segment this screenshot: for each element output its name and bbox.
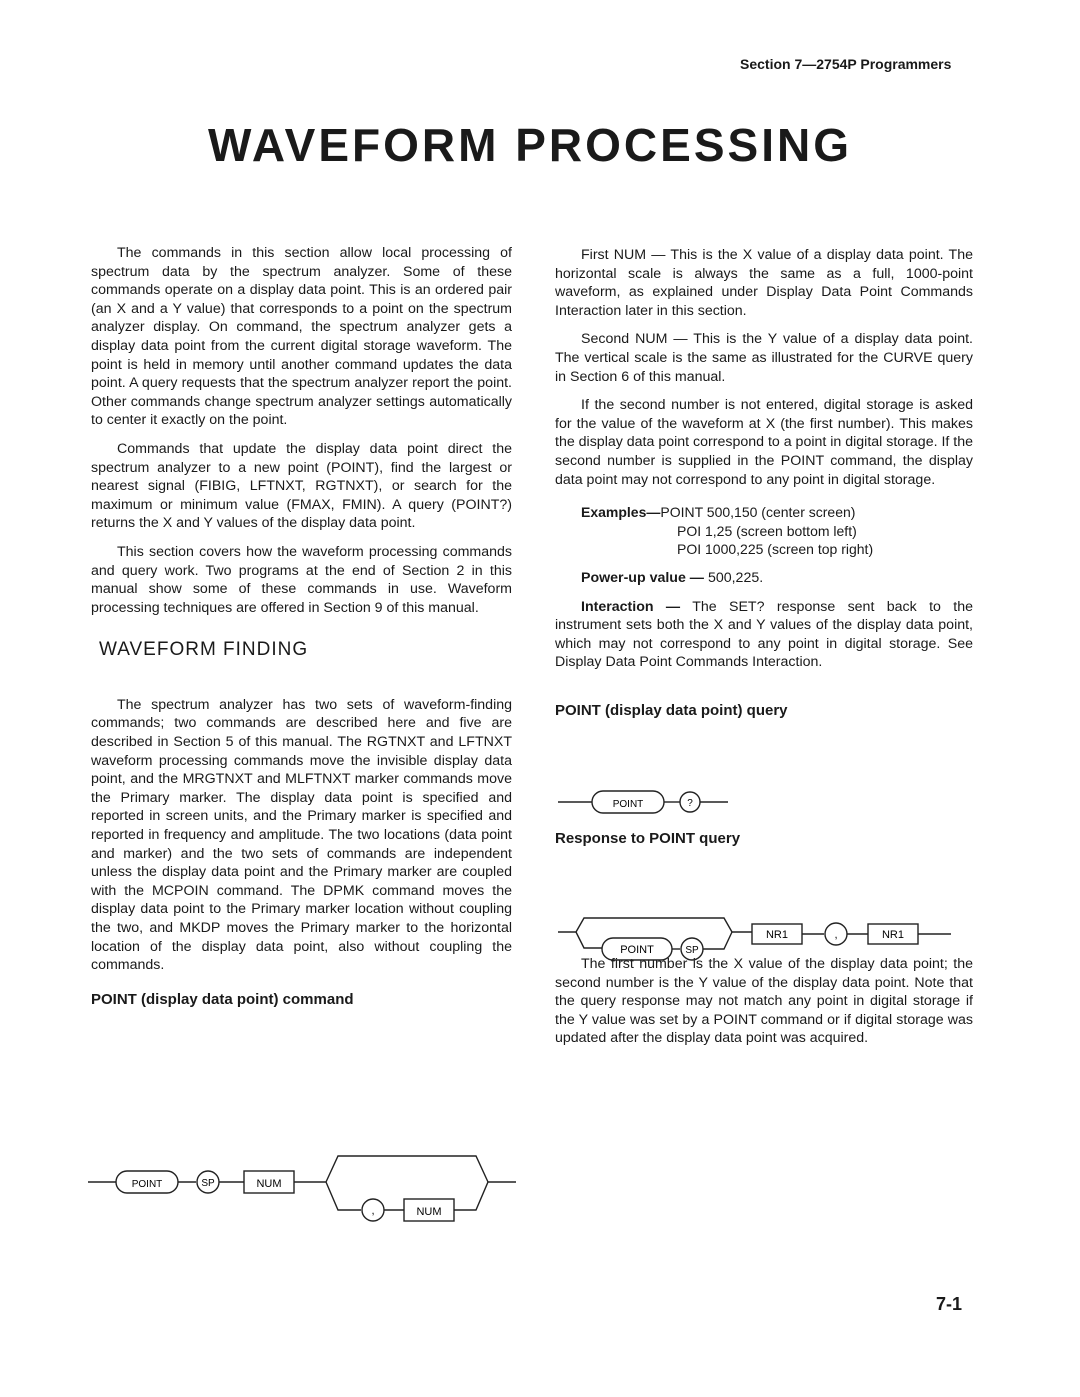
point-command-heading: POINT (display data point) command — [91, 990, 354, 1008]
point-response-syntax-diagram — [556, 910, 966, 980]
response-heading: Response to POINT query — [555, 830, 741, 848]
update-commands-paragraph: Commands that update the display data point direct the spectrum analyzer to a new point (POINT), find the largest or nearest signal (FIBIG, LFTNXT, RGTNXT), or search for the maximum or minimum value (FMAX, FMIN). A query (POINT?) returns the X and Y values of the display data point. — [91, 440, 512, 532]
powerup-line — [581, 569, 973, 588]
coverage-paragraph: This section covers how the waveform processing commands and query work. Two programs at the end of Section 2 in this manual show some of these commands in use. Waveform processing techniques are offered in Section 9 of this manual. — [91, 543, 512, 616]
diagram-sp-keyword: SP — [201, 1178, 215, 1189]
waveform-finding-heading: WAVEFORM FINDING — [99, 639, 309, 661]
interaction-label: Interaction — — [581, 598, 681, 615]
examples-label: Examples— — [581, 504, 661, 521]
diagram-num-box: NUM — [256, 1178, 282, 1190]
examples-block — [581, 503, 973, 559]
page-number: 7-1 — [936, 1294, 963, 1314]
point-query-heading: POINT (display data point) query — [555, 701, 788, 719]
second-number-paragraph: If the second number is not entered, digital storage is asked for the value of the waveform at X (the first number). This makes the display data point correspond to a point in digital storage. If the second number is supplied in the POINT command, the display data point may not correspond to any point in digital storage. — [555, 397, 974, 488]
interaction-paragraph — [555, 598, 973, 672]
diagram-sp-keyword: SP — [685, 945, 699, 956]
diagram-point-keyword: POINT — [612, 799, 644, 810]
interaction-text: The SET? response sent back to the instrument sets both the X and Y values of the display data point, which may not correspond to any point in digital storage. See Display Data Point Commands Interaction. — [555, 598, 973, 671]
point-command-syntax-diagram — [86, 1150, 526, 1230]
example-line: POI 1000,225 (screen top right) — [677, 541, 874, 558]
powerup-value: 500,225. — [707, 569, 764, 586]
page-title: WAVEFORM PROCESSING — [208, 119, 852, 171]
diagram-question-mark: ? — [687, 798, 693, 809]
intro-paragraph: The commands in this section allow local processing of spectrum data by the spectrum analyzer. Some of these commands operate on a display data point. This is an ordered pair (an X and a Y value) that corresponds to a point on the spectrum analyzer display. On command, the spectrum analyzer gets a display data point from the current digital storage waveform. The point is held in memory until another command updates the data point. A query requests that the spectrum analyzer report the point. Other commands change spectrum analyzer settings automatically to center it exactly on the point. — [91, 245, 512, 429]
second-num-paragraph: Second NUM — This is the Y value of a display data point. The vertical scale is the same as illustrated for the CURVE query in Section 6 of this manual. — [555, 331, 973, 385]
diagram-point-keyword: POINT — [620, 944, 654, 956]
diagram-comma: , — [834, 929, 838, 941]
example-line: POI 1,25 (screen bottom left) — [677, 522, 857, 539]
point-query-syntax-diagram — [556, 786, 756, 830]
diagram-nr1-box: NR1 — [765, 929, 789, 941]
diagram-point-keyword: POINT — [131, 1179, 163, 1190]
first-num-paragraph: First NUM — This is the X value of a display data point. The horizontal scale is always the same as a full, 1000-point waveform, as explained under Display Data Point Commands Interaction later in this section. — [555, 247, 973, 319]
example-line: POINT 500,150 (center screen) — [660, 504, 856, 521]
running-header: Section 7—2754P Programmers — [740, 56, 952, 72]
powerup-label: Power-up value — — [581, 569, 704, 586]
waveform-finding-paragraph: The spectrum analyzer has two sets of waveform-finding commands; two commands are described here and five are described in Section 5 of this manual. The RGTNXT and LFTNXT waveform processing commands move the invisible display data point, and the MRGTNXT and MLFTNXT marker commands move the Primary marker. The display data point is specified and reported in screen units, and the Primary marker is specified and reported in frequency and amplitude. The two locations (data point and marker) and the two sets of commands are independent unless the display data point and the Primary marker are coupled with the MCPOIN command. The DPMK command moves the display data point to the Primary marker location without coupling the two, and MKDP moves the Primary marker to the horizontal location of the display data point, also without coupling the commands. — [91, 696, 512, 974]
left-column — [91, 244, 512, 1009]
diagram-num-box: NUM — [416, 1206, 442, 1218]
diagram-comma: , — [371, 1205, 375, 1217]
diagram-nr1-box: NR1 — [881, 929, 905, 941]
response-paragraph: The first number is the X value of the display data point; the second number is the Y value of the display data point. Note that the query response may not match any point in digital storage if the Y value was set by a POINT command or if digital storage was updated after the display data point was acquired. — [555, 956, 973, 1047]
